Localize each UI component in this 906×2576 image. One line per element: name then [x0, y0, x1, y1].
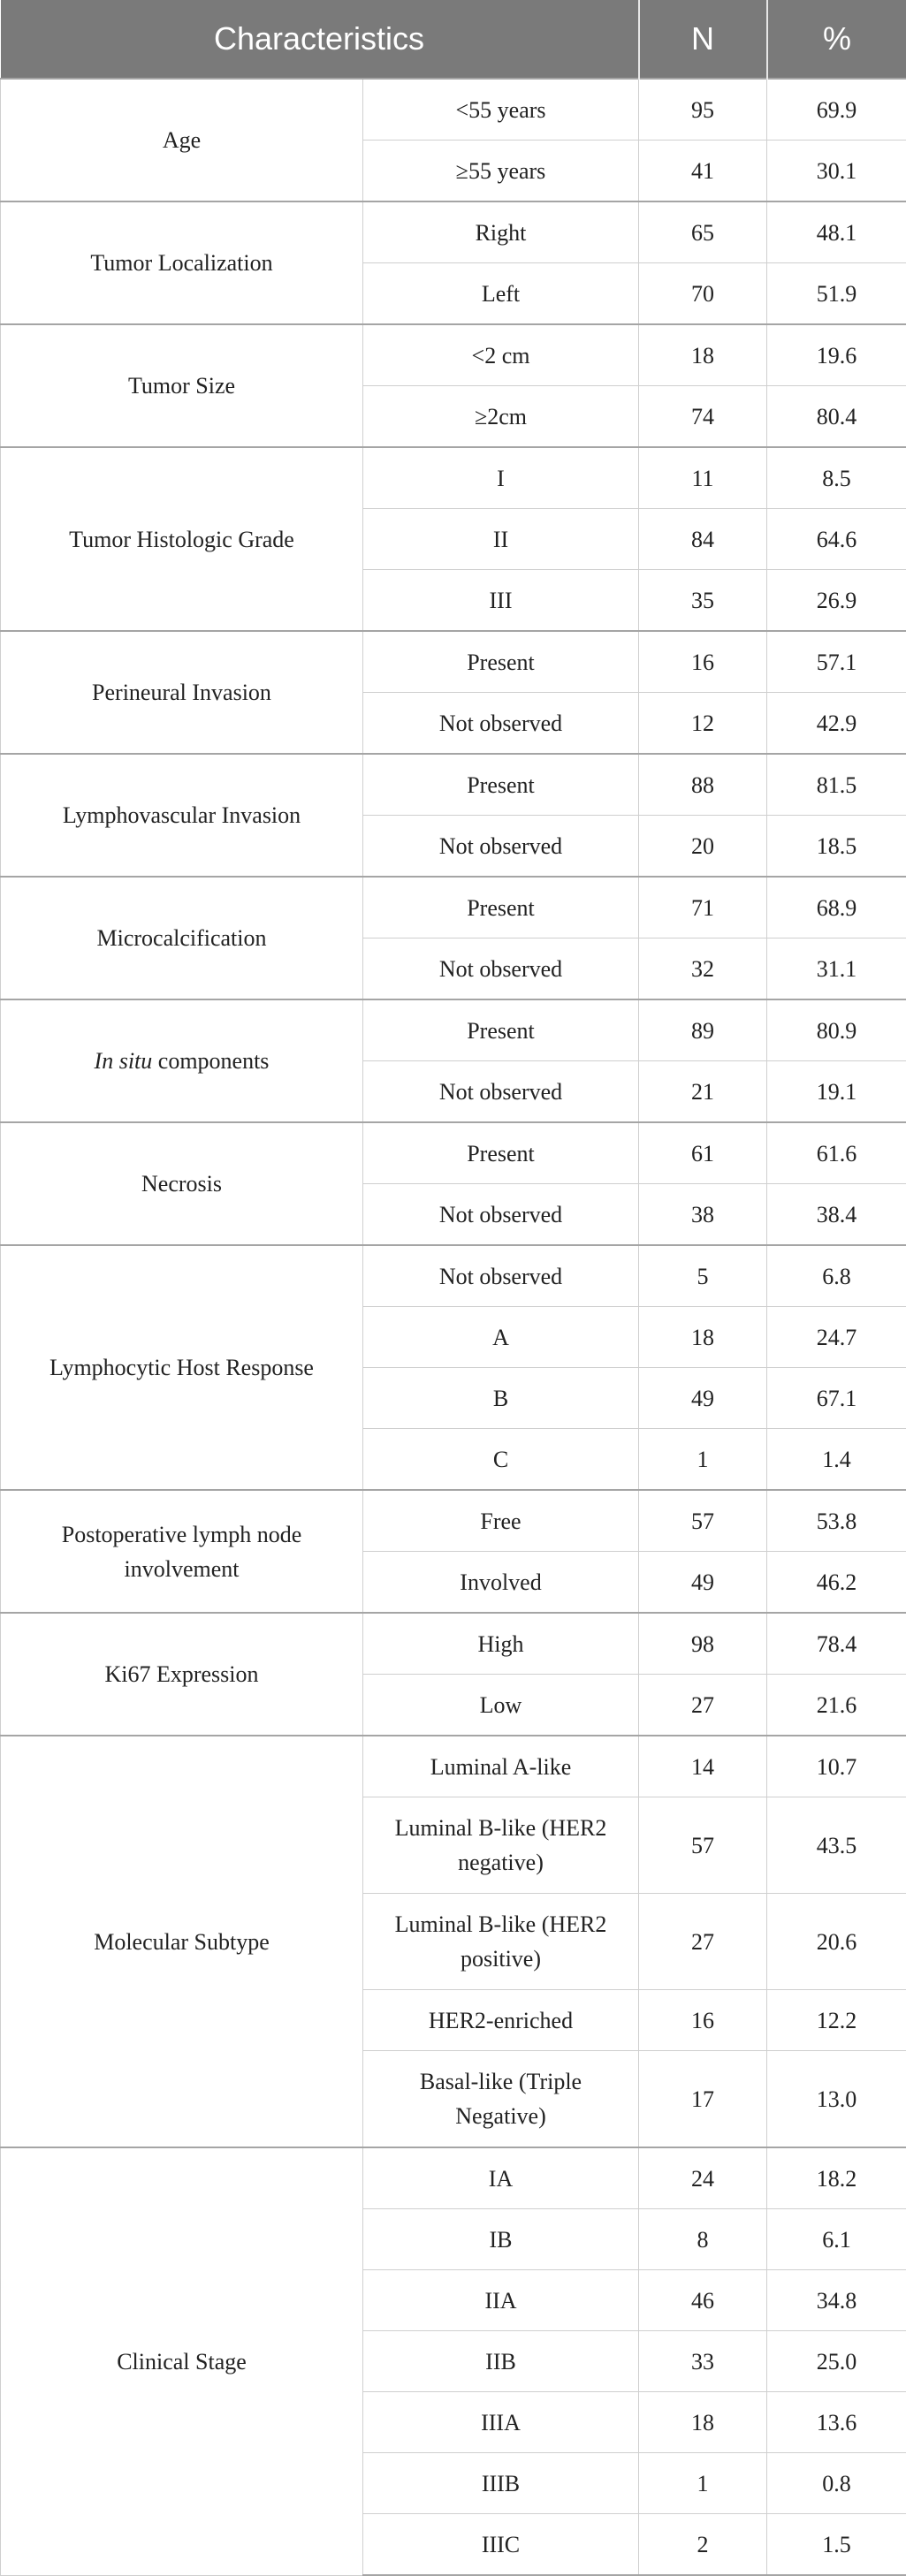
n-cell: 61 — [639, 1122, 767, 1184]
category-cell: Microcalcification — [1, 877, 363, 999]
category-cell: Molecular Subtype — [1, 1736, 363, 2147]
table-row — [1, 201, 906, 263]
n-cell: 88 — [639, 754, 767, 816]
category-cell: Age — [1, 79, 363, 201]
subgroup-cell: IIA — [363, 2270, 639, 2331]
n-cell: 20 — [639, 816, 767, 878]
category-cell: Tumor Histologic Grade — [1, 447, 363, 631]
table-row — [1, 877, 906, 938]
n-cell: 65 — [639, 201, 767, 263]
percent-cell: 64.6 — [767, 509, 906, 570]
subgroup-cell: IIB — [363, 2331, 639, 2392]
table-row — [1, 1736, 906, 1797]
percent-cell: 53.8 — [767, 1490, 906, 1552]
category-cell: Clinical Stage — [1, 2147, 363, 2575]
percent-cell: 81.5 — [767, 754, 906, 816]
percent-cell: 8.5 — [767, 447, 906, 509]
table-row — [1, 324, 906, 386]
percent-cell: 67.1 — [767, 1368, 906, 1429]
n-cell: 8 — [639, 2209, 767, 2270]
header-row — [1, 0, 906, 79]
category-cell: Tumor Localization — [1, 201, 363, 324]
subgroup-cell: High — [363, 1613, 639, 1675]
n-cell: 21 — [639, 1061, 767, 1123]
header-percent: % — [767, 0, 906, 79]
category-name-rest: components — [152, 1048, 269, 1074]
subgroup-cell: Right — [363, 201, 639, 263]
n-cell: 33 — [639, 2331, 767, 2392]
percent-cell: 6.1 — [767, 2209, 906, 2270]
percent-cell: 68.9 — [767, 877, 906, 938]
n-cell: 41 — [639, 141, 767, 202]
n-cell: 1 — [639, 2453, 767, 2514]
subgroup-cell: Present — [363, 877, 639, 938]
table-row — [1, 999, 906, 1061]
subgroup-cell: Not observed — [363, 1061, 639, 1123]
percent-cell: 19.6 — [767, 324, 906, 386]
n-cell: 24 — [639, 2147, 767, 2209]
subgroup-cell: IIIB — [363, 2453, 639, 2514]
n-cell: 57 — [639, 1797, 767, 1894]
n-cell: 84 — [639, 509, 767, 570]
n-cell: 18 — [639, 2392, 767, 2453]
category-cell: Lymphovascular Invasion — [1, 754, 363, 877]
percent-cell: 42.9 — [767, 693, 906, 755]
percent-cell: 24.7 — [767, 1307, 906, 1368]
percent-cell: 13.6 — [767, 2392, 906, 2453]
n-cell: 95 — [639, 79, 767, 141]
subgroup-cell: C — [363, 1429, 639, 1491]
subgroup-cell: I — [363, 447, 639, 509]
subgroup-cell: ≥55 years — [363, 141, 639, 202]
n-cell: 32 — [639, 938, 767, 1000]
subgroup-cell: IB — [363, 2209, 639, 2270]
n-cell: 2 — [639, 2514, 767, 2576]
subgroup-cell: <55 years — [363, 79, 639, 141]
n-cell: 27 — [639, 1675, 767, 1736]
percent-cell: 12.2 — [767, 1990, 906, 2051]
category-cell: Ki67 Expression — [1, 1613, 363, 1736]
category-cell: Necrosis — [1, 1122, 363, 1245]
subgroup-cell: Present — [363, 1122, 639, 1184]
n-cell: 98 — [639, 1613, 767, 1675]
table-body — [1, 79, 906, 2575]
percent-cell: 30.1 — [767, 141, 906, 202]
category-cell: Lymphocytic Host Response — [1, 1245, 363, 1490]
n-cell: 70 — [639, 263, 767, 325]
table-row — [1, 1245, 906, 1307]
percent-cell: 61.6 — [767, 1122, 906, 1184]
subgroup-cell: HER2-enriched — [363, 1990, 639, 2051]
table-row — [1, 1613, 906, 1675]
table-row — [1, 2147, 906, 2209]
percent-cell: 25.0 — [767, 2331, 906, 2392]
n-cell: 89 — [639, 999, 767, 1061]
n-cell: 1 — [639, 1429, 767, 1491]
percent-cell: 80.9 — [767, 999, 906, 1061]
percent-cell: 6.8 — [767, 1245, 906, 1307]
category-cell: Postoperative lymph node involvement — [1, 1490, 363, 1613]
category-name-italic: In situ — [95, 1048, 153, 1074]
percent-cell: 46.2 — [767, 1552, 906, 1614]
subgroup-cell: A — [363, 1307, 639, 1368]
n-cell: 18 — [639, 324, 767, 386]
subgroup-cell: Not observed — [363, 1245, 639, 1307]
header-n: N — [639, 0, 767, 79]
percent-cell: 31.1 — [767, 938, 906, 1000]
table-row — [1, 1122, 906, 1184]
table-row — [1, 754, 906, 816]
subgroup-cell: Luminal A-like — [363, 1736, 639, 1797]
percent-cell: 78.4 — [767, 1613, 906, 1675]
percent-cell: 18.5 — [767, 816, 906, 878]
subgroup-cell: <2 cm — [363, 324, 639, 386]
n-cell: 74 — [639, 386, 767, 448]
n-cell: 49 — [639, 1368, 767, 1429]
subgroup-cell: Low — [363, 1675, 639, 1736]
subgroup-cell: Not observed — [363, 816, 639, 878]
n-cell: 35 — [639, 570, 767, 632]
category-cell — [1, 999, 363, 1122]
percent-cell: 51.9 — [767, 263, 906, 325]
subgroup-cell: Luminal B-like (HER2 negative) — [363, 1797, 639, 1894]
n-cell: 46 — [639, 2270, 767, 2331]
n-cell: 5 — [639, 1245, 767, 1307]
percent-cell: 26.9 — [767, 570, 906, 632]
category-cell: Tumor Size — [1, 324, 363, 447]
subgroup-cell: Left — [363, 263, 639, 325]
subgroup-cell: Involved — [363, 1552, 639, 1614]
subgroup-cell: ≥2cm — [363, 386, 639, 448]
n-cell: 57 — [639, 1490, 767, 1552]
table-row — [1, 447, 906, 509]
n-cell: 71 — [639, 877, 767, 938]
subgroup-cell: IIIA — [363, 2392, 639, 2453]
percent-cell: 43.5 — [767, 1797, 906, 1894]
n-cell: 17 — [639, 2051, 767, 2148]
subgroup-cell: Present — [363, 631, 639, 693]
percent-cell: 20.6 — [767, 1894, 906, 1990]
table-row — [1, 1490, 906, 1552]
header-characteristics: Characteristics — [1, 0, 639, 79]
subgroup-cell: Basal-like (Triple Negative) — [363, 2051, 639, 2148]
table-row — [1, 79, 906, 141]
subgroup-cell: IIIC — [363, 2514, 639, 2576]
subgroup-cell: IA — [363, 2147, 639, 2209]
percent-cell: 18.2 — [767, 2147, 906, 2209]
percent-cell: 1.4 — [767, 1429, 906, 1491]
percent-cell: 69.9 — [767, 79, 906, 141]
n-cell: 16 — [639, 631, 767, 693]
percent-cell: 10.7 — [767, 1736, 906, 1797]
subgroup-cell: B — [363, 1368, 639, 1429]
subgroup-cell: Not observed — [363, 1184, 639, 1246]
percent-cell: 48.1 — [767, 201, 906, 263]
n-cell: 14 — [639, 1736, 767, 1797]
percent-cell: 57.1 — [767, 631, 906, 693]
subgroup-cell: III — [363, 570, 639, 632]
n-cell: 16 — [639, 1990, 767, 2051]
subgroup-cell: Not observed — [363, 938, 639, 1000]
subgroup-cell: II — [363, 509, 639, 570]
n-cell: 27 — [639, 1894, 767, 1990]
percent-cell: 21.6 — [767, 1675, 906, 1736]
subgroup-cell: Luminal B-like (HER2 positive) — [363, 1894, 639, 1990]
n-cell: 49 — [639, 1552, 767, 1614]
n-cell: 38 — [639, 1184, 767, 1246]
percent-cell: 1.5 — [767, 2514, 906, 2576]
percent-cell: 38.4 — [767, 1184, 906, 1246]
n-cell: 18 — [639, 1307, 767, 1368]
subgroup-cell: Free — [363, 1490, 639, 1552]
percent-cell: 80.4 — [767, 386, 906, 448]
table-header — [1, 0, 906, 79]
subgroup-cell: Not observed — [363, 693, 639, 755]
subgroup-cell: Present — [363, 999, 639, 1061]
percent-cell: 13.0 — [767, 2051, 906, 2148]
percent-cell: 34.8 — [767, 2270, 906, 2331]
category-cell: Perineural Invasion — [1, 631, 363, 754]
subgroup-cell: Present — [363, 754, 639, 816]
table-row — [1, 631, 906, 693]
n-cell: 11 — [639, 447, 767, 509]
percent-cell: 19.1 — [767, 1061, 906, 1123]
n-cell: 12 — [639, 693, 767, 755]
percent-cell: 0.8 — [767, 2453, 906, 2514]
